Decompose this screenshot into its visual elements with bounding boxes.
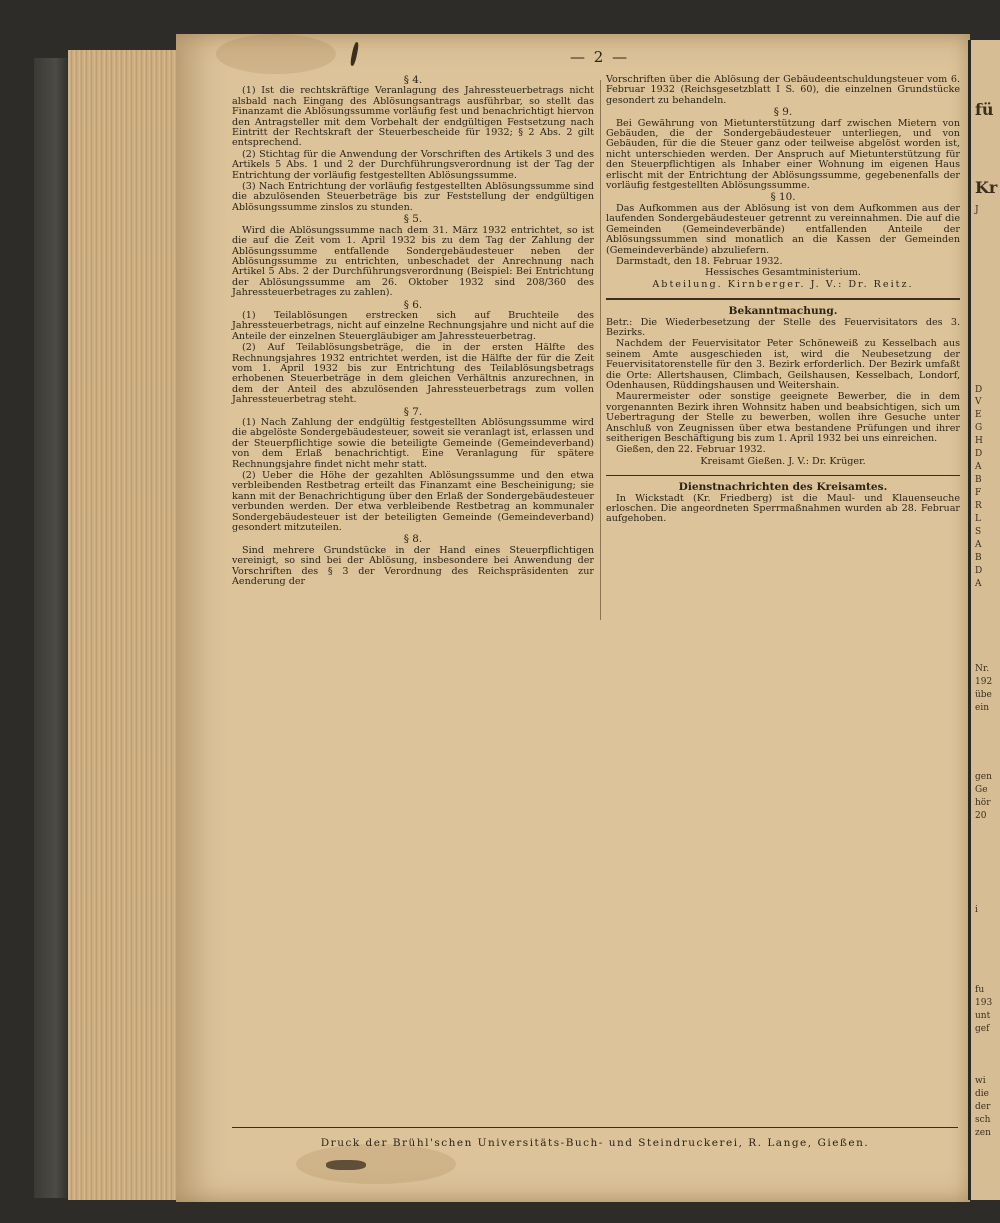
paragraph: Sind mehrere Grundstücke in der Hand eines Steuerpflichtigen vereinigt, so sind bei der Ablösung, insbesondere bei Anwendung der Vorschriften des § 3 der Verordnung des Reichspräsidenten zur Aenderung der <box>232 544 594 588</box>
left-column <box>232 75 594 589</box>
column-divider <box>600 80 601 620</box>
paragraph: In Wickstadt (Kr. Friedberg) ist die Maul- und Klauenseuche erloschen. Die angeordneten Sperrmaßnahmen wurden ab 28. Februar aufgehoben. <box>606 492 960 525</box>
paragraph: Gießen, den 22. Februar 1932. <box>616 444 766 456</box>
footer-rule <box>232 1127 958 1128</box>
adjacent-page-text: B <box>975 475 982 485</box>
paragraph: Betr.: Die Wiederbesetzung der Stelle des Feuervisitators des 3. Bezirks. <box>606 316 960 338</box>
adjacent-page-text: gef <box>975 1024 990 1034</box>
paragraph: (2) Stichtag für die Anwendung der Vorschriften des Artikels 3 und des Artikels 5 Abs. 1 und 2 der Durchführungsverordnung ist der Tag der Entrichtung der vorläufig festgestellten Ablösungssumme. <box>232 148 594 181</box>
adjacent-page-text: unt <box>975 1011 991 1021</box>
paragraph: (2) Auf Teilablösungsbeträge, die in der ersten Hälfte des Rechnungsjahres 1932 entrichtet werden, ist die Hälfte der für die Zeit vom 1. April 1932 bis zur Entrichtung des Teilablösungsbetrags erhobenen Steuerbeträge in dem gleichen Verhältnis anzurechnen, in dem der Anteil des abzulösenden Jahressteuerbetrags zum vollen Jahressteuerbetrag steht. <box>232 342 594 406</box>
adjacent-page-text: Ge <box>975 785 988 795</box>
ink-mark <box>326 1160 366 1170</box>
section-heading: § 4. <box>403 74 423 86</box>
paragraph: (1) Nach Zahlung der endgültig festgestellten Ablösungssumme wird die abgelöste Sondergebäudesteuer, soweit sie veranlagt ist, erlassen und der Steuerpflichtige sowie die beteiligte Gemeinde (Gemeindeverband) von dem Erlaß benachrichtigt. Eine Veranlagung für spätere Rechnungsjahre findet nicht mehr statt. <box>232 417 594 470</box>
paragraph: Wird die Ablösungssumme nach dem 31. März 1932 entrichtet, so ist die auf die Zeit vom 1. April 1932 bis zu dem Tag der Zahlung der Ablösungssumme entfallende Sondergebäudesteuer neben der Ablösungssumme zu entrichten, unbeschadet der Anrechnung nach Artikel 5 Abs. 2 der Durchführungsverordnung (Beispiel: Bei Entrichtung der Ablösungssumme am 26. Oktober 1932 sind 208/360 des Jahressteuerbetrages zu zahlen). <box>232 224 594 299</box>
paragraph: (3) Nach Entrichtung der vorläufig festgestellten Ablösungssumme sind die abzulösenden Steuerbeträge bis zur Feststellung der endgültigen Ablösungssumme zinslos zu stunden. <box>232 181 594 213</box>
adjacent-page-text: die <box>975 1089 989 1099</box>
adjacent-page-text: wi <box>975 1076 986 1086</box>
adjacent-page-text: hör <box>975 798 991 808</box>
adjacent-page-text: A <box>975 579 982 589</box>
book-spine <box>34 58 70 1198</box>
paragraph: Maurermeister oder sonstige geeignete Bewerber, die in dem vorgenannten Bezirk ihren Wohnsitz haben und beabsichtigen, sich um Uebertragung der Stelle zu bewerben, wollen ihre Gesuche unter Anschluß von Zeugnissen über etwa bestandene Prüfungen und ihrer seitherigen Beschäftigung bis zum 1. April 1932 bei uns einreichen. <box>606 391 960 444</box>
section-heading: § 8. <box>403 533 423 546</box>
page-number: — 2 — <box>570 48 630 66</box>
adjacent-page-text: fü <box>975 100 994 119</box>
paragraph: Darmstadt, den 18. Februar 1932. <box>616 255 783 267</box>
paragraph: Nachdem der Feuervisitator Peter Schöneweiß zu Kesselbach aus seinem Amte ausgeschieden ist, wird die Neubesetzung der Feuervisitatorenstelle für den 3. Bezirk erforderlich. Der Bezirk umfaßt die Orte: Allertshausen, Climbach, Geilshausen, Kesselbach, Londorf, Odenhausen, Rüddingshausen und Weitershain. <box>606 338 960 391</box>
paragraph: (2) Ueber die Höhe der gezahlten Ablösungssumme und den etwa verbleibenden Restbetrag erteilt das Finanzamt eine Bescheinigung; sie kann mit der Benachrichtigung über den Erlaß der Sondergebäudesteuer verbunden werden. Der etwa verbleibende Restbetrag an kommunaler Sondergebäudesteuer ist der beteiligten Gemeinde (Gemeindeverband) gesondert mitzuteilen. <box>232 470 594 534</box>
stain <box>216 34 336 74</box>
adjacent-page-text: D <box>975 385 983 395</box>
adjacent-page-text: übe <box>975 690 992 700</box>
adjacent-page-text: der <box>975 1102 991 1112</box>
adjacent-page-text: V <box>975 397 982 407</box>
printer-imprint: Druck der Brühl'schen Universitäts-Buch- und Steindruckerei, R. Lange, Gießen. <box>320 1137 870 1149</box>
adjacent-page-text: 20 <box>975 811 987 821</box>
section-rule <box>606 475 960 476</box>
section-heading: § 9. <box>773 106 793 119</box>
adjacent-page-text: L <box>975 514 981 524</box>
adjacent-page-text: fu <box>975 985 985 995</box>
paragraph: (1) Ist die rechtskräftige Veranlagung des Jahressteuerbetrags nicht alsbald nach Eingang des Ablösungsantrags ausführbar, so stellt das Finanzamt die Ablösungssumme vorläufig fest und benachrichtigt hiervon den Antragsteller mit dem Vorbehalt der endgültigen Festsetzung nach Eintritt der Rechtskraft der Steuerbescheide für 1932; § 2 Abs. 2 gilt entsprechend. <box>232 85 594 149</box>
notice-heading: Dienstnachrichten des Kreisamtes. <box>678 481 888 494</box>
section-heading: § 6. <box>403 298 423 311</box>
adjacent-page-text: A <box>975 540 982 550</box>
adjacent-page-text: D <box>975 566 983 576</box>
adjacent-page-text: sch <box>975 1115 991 1125</box>
section-rule <box>606 298 960 300</box>
adjacent-page-text: gen <box>975 772 992 782</box>
stain <box>296 1144 456 1184</box>
adjacent-page-text: i <box>975 905 978 915</box>
adjacent-page-text: ein <box>975 703 990 713</box>
right-column <box>606 75 960 526</box>
page-edges <box>68 50 184 1200</box>
section-heading: § 5. <box>403 213 423 226</box>
adjacent-page-text: B <box>975 553 982 563</box>
adjacent-page-text: zen <box>975 1128 991 1138</box>
section-heading: § 7. <box>403 405 423 418</box>
adjacent-page-text: R <box>975 501 982 511</box>
signature-line: Abteilung. Kirnberger. J. V.: Dr. Reitz. <box>652 278 914 290</box>
adjacent-page-edge <box>968 40 1000 1200</box>
adjacent-page-text: G <box>975 423 983 433</box>
paragraph: Bei Gewährung von Mietunterstützung darf zwischen Mietern von Gebäuden, die der Sondergebäudesteuer unterliegen, und von Gebäuden, für die die Steuer ganz oder teilweise abgelöst worden ist, nicht unterschieden werden. Der Anspruch auf Mietunterstützung für den Steuerpflichtigen als Inhaber einer Wohnung im eigenen Haus erlischt mit der Entrichtung der Ablösungssumme, gegebenenfalls der vorläufig festgestellten Ablösungssumme. <box>606 117 960 192</box>
adjacent-page-text: Nr. <box>975 664 990 674</box>
adjacent-page-text: 192 <box>975 677 993 687</box>
adjacent-page-text: D <box>975 449 983 459</box>
adjacent-page-text: H <box>975 436 983 446</box>
signature-line: Kreisamt Gießen. J. V.: Dr. Krüger. <box>700 455 866 467</box>
notice-heading: Bekanntmachung. <box>728 305 838 318</box>
paragraph: Vorschriften über die Ablösung der Gebäudeentschuldungsteuer vom 6. Februar 1932 (Reichsgesetzblatt I S. 60), die einzelnen Grundstücke gesondert zu behandeln. <box>606 74 960 106</box>
signature-line: Hessisches Gesamtministerium. <box>705 267 861 279</box>
paragraph: (1) Teilablösungen erstrecken sich auf Bruchteile des Jahressteuerbetrags, nicht auf einzelne Rechnungsjahre und nicht auf die Anteile der einzelnen Steuergläubiger am Jahressteuerbetrag. <box>232 309 594 342</box>
adjacent-page-text: E <box>975 410 982 420</box>
adjacent-page-text: S <box>975 527 982 537</box>
adjacent-page-text: J <box>975 205 979 215</box>
paragraph: Das Aufkommen aus der Ablösung ist von dem Aufkommen aus der laufenden Sondergebäudesteuer getrennt zu vereinnahmen. Die auf die Gemeinden (Gemeindeverbände) entfallenden Anteile der Ablösungssummen sind monatlich an die Kassen der Gemeinden (Gemeindeverbände) abzuliefern. <box>606 202 960 256</box>
adjacent-page-text: 193 <box>975 998 993 1008</box>
section-heading: § 10. <box>770 191 796 204</box>
adjacent-page-text: F <box>975 488 982 498</box>
adjacent-page-text: Kr <box>975 178 998 197</box>
adjacent-page-text: A <box>975 462 982 472</box>
